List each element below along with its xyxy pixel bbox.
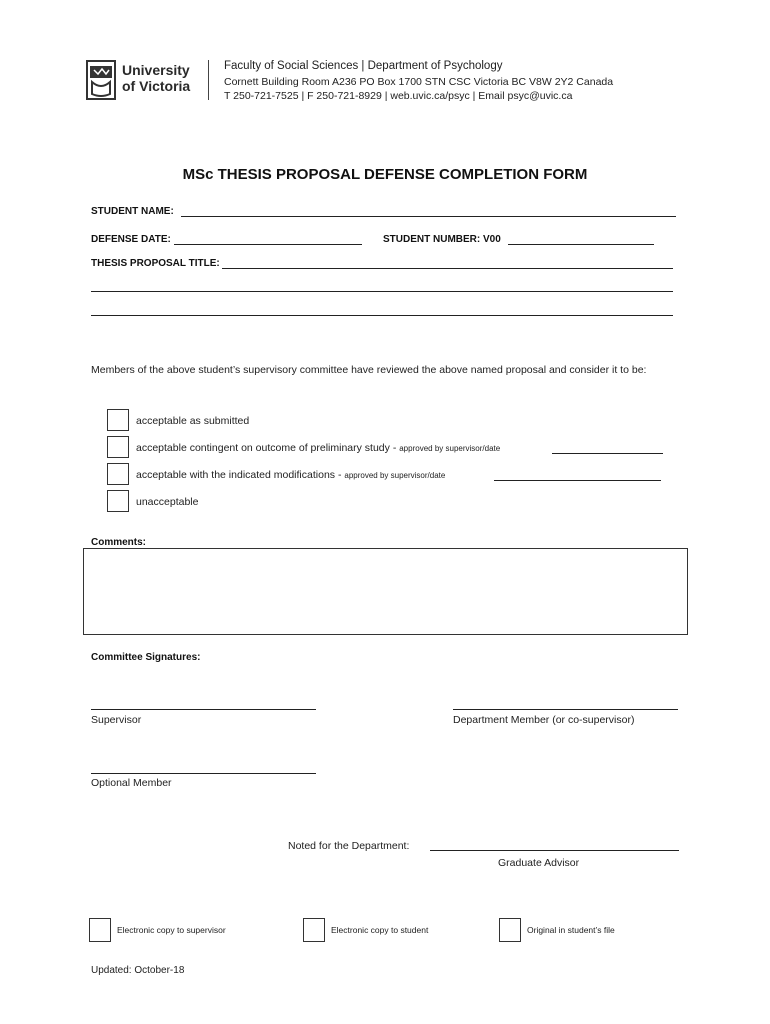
thesis-title-field-line2[interactable] <box>91 291 673 292</box>
signatures-heading: Committee Signatures: <box>91 652 201 663</box>
option-label: acceptable with the indicated modifications - approved by supervisor/date <box>136 469 446 481</box>
thesis-title-label: THESIS PROPOSAL TITLE: <box>91 258 220 269</box>
copy-label: Electronic copy to student <box>331 925 429 935</box>
student-number-label: STUDENT NUMBER: V00 <box>383 234 501 245</box>
student-name-field[interactable] <box>181 216 676 217</box>
option-checkbox-modifications[interactable] <box>107 463 129 485</box>
option-checkbox-unacceptable[interactable] <box>107 490 129 512</box>
contingent-approval-field[interactable] <box>552 453 663 454</box>
graduate-advisor-signature-line[interactable] <box>430 850 679 851</box>
option-label: unacceptable <box>136 496 199 508</box>
student-number-field[interactable] <box>508 244 654 245</box>
form-title: MSc THESIS PROPOSAL DEFENSE COMPLETION FORM <box>182 166 588 183</box>
thesis-title-field-line1[interactable] <box>222 268 673 269</box>
student-name-label: STUDENT NAME: <box>91 206 174 217</box>
department-member-signature-line[interactable] <box>453 709 678 710</box>
university-logo <box>86 60 206 104</box>
option-label: acceptable as submitted <box>136 415 250 427</box>
updated-note: Updated: October-18 <box>91 965 185 976</box>
modifications-approval-field[interactable] <box>494 480 661 481</box>
header-divider <box>208 60 209 100</box>
thesis-title-field-line3[interactable] <box>91 315 673 316</box>
copy-checkbox-student[interactable] <box>303 918 325 942</box>
defense-date-label: DEFENSE DATE: <box>91 234 171 245</box>
option-checkbox-contingent[interactable] <box>107 436 129 458</box>
faculty-line: Faculty of Social Sciences | Department of Psychology <box>224 60 503 72</box>
optional-member-label: Optional Member <box>91 777 172 789</box>
address-line: Cornett Building Room A236 PO Box 1700 STN CSC Victoria BC V8W 2Y2 Canada <box>224 76 614 88</box>
contact-line: T 250-721-7525 | F 250-721-8929 | web.uvic.ca/psyc | Email psyc@uvic.ca <box>224 90 573 102</box>
option-label: acceptable contingent on outcome of preliminary study - approved by supervisor/date <box>136 442 501 454</box>
logo-text: University of Victoria <box>122 62 191 94</box>
defense-date-field[interactable] <box>174 244 362 245</box>
option-checkbox-acceptable[interactable] <box>107 409 129 431</box>
supervisor-label: Supervisor <box>91 714 142 726</box>
noted-label: Noted for the Department: <box>288 840 410 852</box>
crest-icon <box>86 60 116 100</box>
supervisor-signature-line[interactable] <box>91 709 316 710</box>
copy-checkbox-file[interactable] <box>499 918 521 942</box>
graduate-advisor-label: Graduate Advisor <box>498 857 580 869</box>
comments-label: Comments: <box>91 537 147 548</box>
copy-label: Electronic copy to supervisor <box>117 925 226 935</box>
department-member-label: Department Member (or co-supervisor) <box>453 714 635 726</box>
review-statement: Members of the above student’s supervisory committee have reviewed the above named proposal and consider it to be: <box>91 364 647 376</box>
comments-box[interactable] <box>83 548 688 635</box>
copy-label: Original in student’s file <box>527 925 615 935</box>
copy-checkbox-supervisor[interactable] <box>89 918 111 942</box>
optional-member-signature-line[interactable] <box>91 773 316 774</box>
